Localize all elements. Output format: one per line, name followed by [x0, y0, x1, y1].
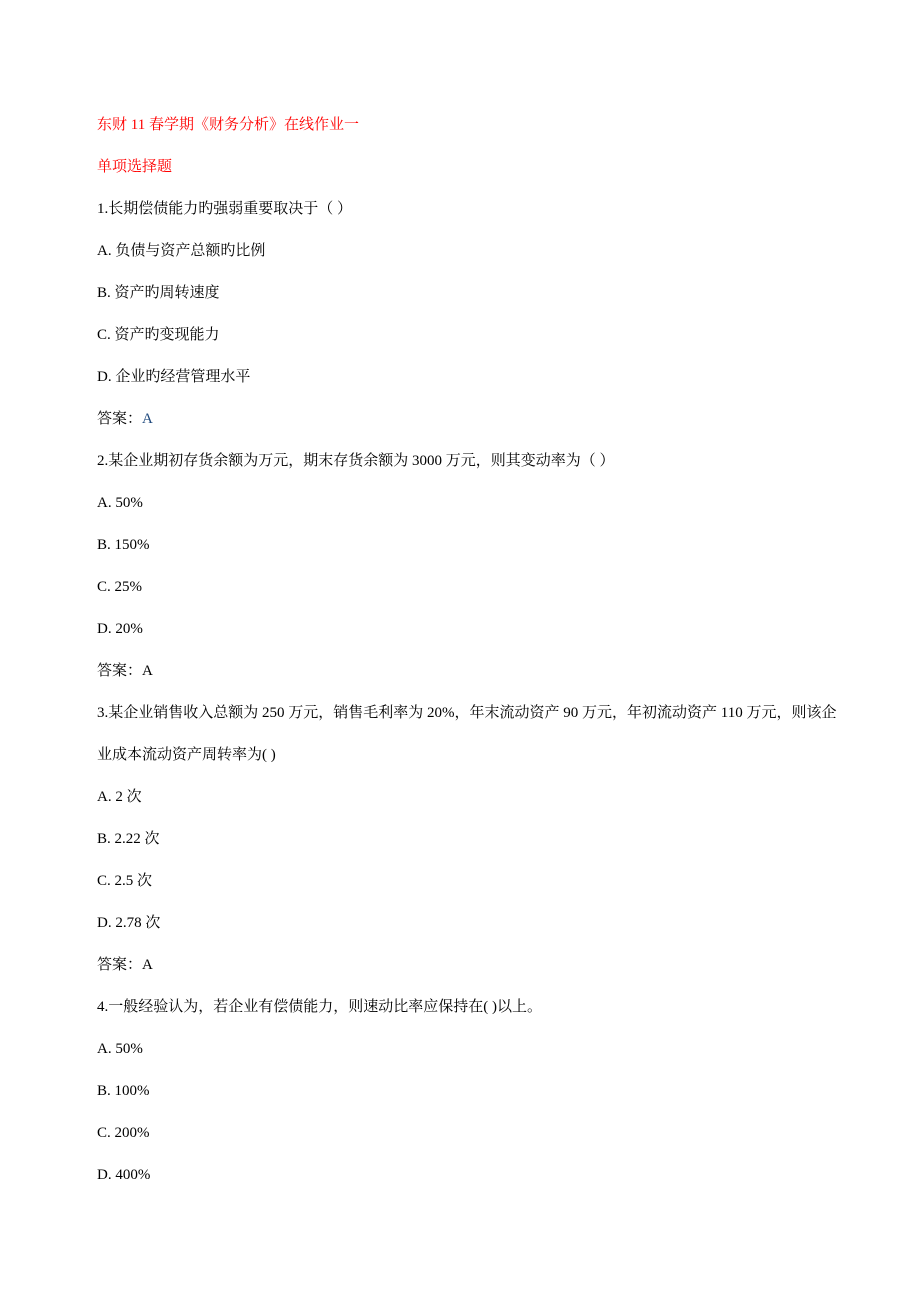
answer-label: 答案：	[97, 957, 143, 973]
answer-label: 答案：	[97, 663, 143, 679]
option-b: B. 资产旳周转速度	[97, 285, 220, 301]
question-4	[97, 986, 837, 1196]
answer-value: A	[142, 663, 153, 679]
option-c: C. 200%	[97, 1125, 150, 1141]
question-stem: 3.某企业销售收入总额为 250 万元，销售毛利率为 20%，年末流动资产 90 万元，年初流动资产 110 万元，则该企业成本流动资产周转率为( )	[97, 705, 837, 763]
option-a: A. 2 次	[97, 789, 142, 805]
document-page	[97, 104, 837, 1196]
answer-value: A	[142, 411, 153, 427]
document-title: 东财 11 春学期《财务分析》在线作业一	[97, 117, 359, 133]
option-d: D. 400%	[97, 1167, 151, 1183]
answer-line	[97, 650, 837, 692]
answer-line	[97, 398, 837, 440]
section-heading: 单项选择题	[97, 159, 173, 175]
option-b: B. 150%	[97, 537, 150, 553]
option-b: B. 100%	[97, 1083, 150, 1099]
option-c: C. 25%	[97, 579, 142, 595]
option-c: C. 资产旳变现能力	[97, 327, 220, 343]
question-2	[97, 440, 837, 692]
question-1	[97, 188, 837, 440]
question-stem: 4.一般经验认为，若企业有偿债能力，则速动比率应保持在( )以上。	[97, 999, 542, 1015]
question-stem: 1.长期偿债能力旳强弱重要取决于（ ）	[97, 201, 353, 217]
option-a: A. 50%	[97, 1041, 143, 1057]
option-d: D. 20%	[97, 621, 143, 637]
option-d: D. 2.78 次	[97, 915, 161, 931]
option-b: B. 2.22 次	[97, 831, 160, 847]
option-a: A. 50%	[97, 495, 143, 511]
question-3	[97, 692, 837, 986]
answer-label: 答案：	[97, 411, 143, 427]
option-a: A. 负债与资产总额旳比例	[97, 243, 266, 259]
answer-value: A	[142, 957, 153, 973]
question-stem: 2.某企业期初存货余额为万元，期末存货余额为 3000 万元，则其变动率为（ ）	[97, 453, 615, 469]
answer-line	[97, 944, 837, 986]
option-d: D. 企业旳经营管理水平	[97, 369, 251, 385]
option-c: C. 2.5 次	[97, 873, 153, 889]
